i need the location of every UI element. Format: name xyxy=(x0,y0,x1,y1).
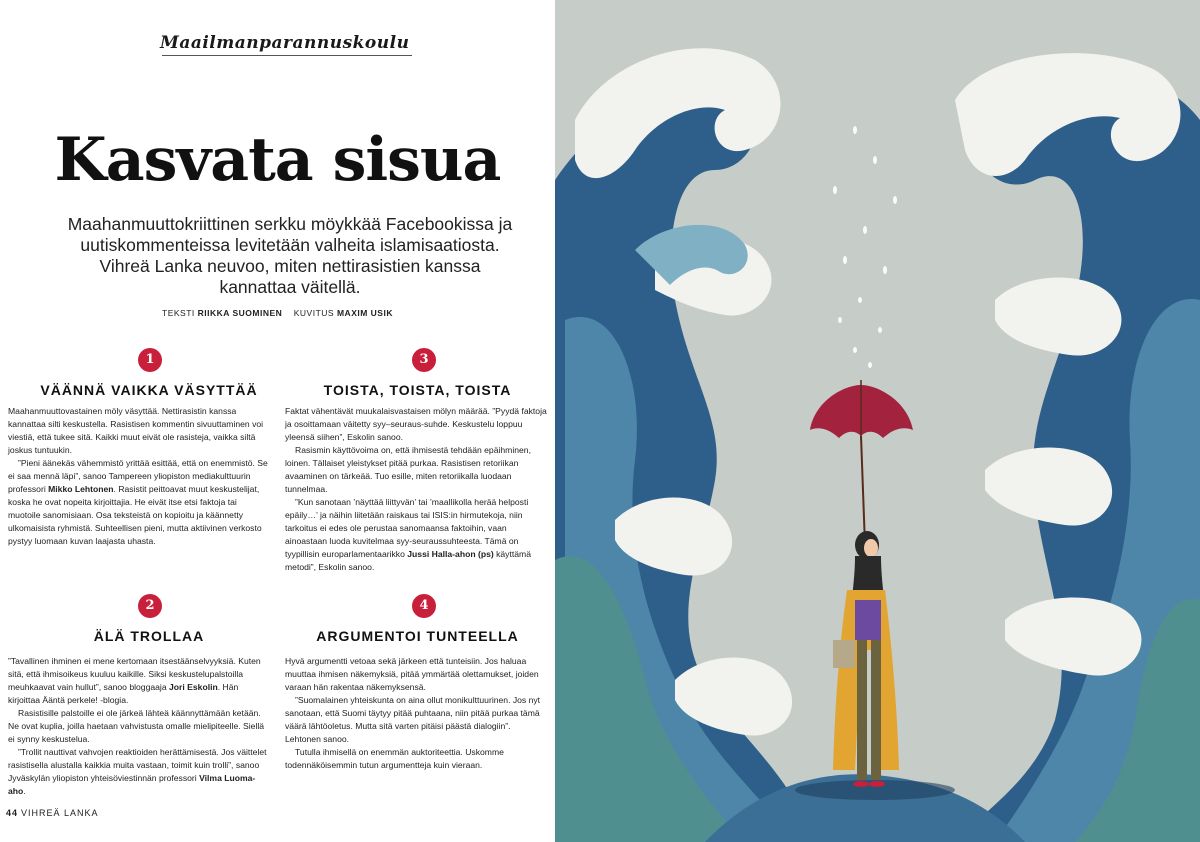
paragraph-text: . Rasistit peittoavat muut keskustelijat, koska he ovat nopeita kirjoittajia. He eivät itse etsi faktoja tai muotoile sanomisiaan. Osa teksteistä on kopioitu ja käännetty ulkomaisista ryhmistä. Suhteellisen pieni, mutta aktiivinen verkosto pystyy luomaan kuvan laajasta uhasta. xyxy=(8,484,262,546)
section-title: VÄÄNNÄ VAIKKA VÄSYTTÄÄ xyxy=(40,382,258,398)
credit-illustration-author: MAXIM USIK xyxy=(336,308,393,318)
paragraph-text: Faktat vähentävät muukalaisvastaisen mölyn määrää. ”Pyydä faktoja ja osoittamaan väitetty syy–seuraus-suhde. Keskustelu loppuu yleensä siihen”, Eskolin sanoo. xyxy=(285,406,547,442)
section-number-badge: 1 xyxy=(138,348,162,372)
quoted-person-name: Mikko Lehtonen xyxy=(48,484,114,494)
section-title: ARGUMENTOI TUNTEELLA xyxy=(316,628,519,644)
paragraph-text: . xyxy=(23,786,26,796)
body-paragraph xyxy=(285,496,547,574)
section-body xyxy=(285,405,547,574)
body-paragraph xyxy=(8,707,270,746)
paragraph-text: ”Trollit nauttivat vahvojen reaktioiden herättämisestä. Jos väittelet rasistisella alustalla kaikkia muita vastaan, toimit kuin trolli”, sanoo Jyväskylän yliopiston yhteisöviestinnän professori xyxy=(8,747,267,783)
paragraph-text: ”Suomalainen yhteiskunta on aina ollut monikulttuurinen. Jos nyt sanotaan, että Suomi täytyy pitää puhtaana, niin pitää purkaa tämä väärä lähtöoletus. Mutta sitä varten pitäisi päästä dialogiin”. Lehtonen sanoo. xyxy=(285,695,541,744)
credit-text-label: TEKSTI xyxy=(162,308,195,318)
section-number-badge: 3 xyxy=(412,348,436,372)
quoted-person-name: Jori Eskolin xyxy=(169,682,218,692)
article-lead: Maahanmuuttokriittinen serkku möykkää Facebookissa ja uutiskommenteissa levitetään valheita islamisaatiosta. Vihreä Lanka neuvoo, miten nettirasistien kanssa kannattaa väitellä. xyxy=(67,214,513,297)
quoted-person-name: Jussi Halla-ahon (ps) xyxy=(407,549,494,559)
paragraph-text: Maahanmuuttovastainen möly väsyttää. Nettirasistin kanssa kannattaa silti keskustella. Rasistisen kommentin sivuuttaminen voi viestiä, että tukee sitä. Kaikki muut eivät ole rasisteja, vaikka siltä joskus tuntuukin. xyxy=(8,406,264,455)
illustration-page xyxy=(555,0,1200,842)
paragraph-text: Hyvä argumentti vetoaa sekä järkeen että tunteisiin. Jos haluaa muuttaa ihmisen näkemyksiä, pitää ymmärtää olettamukset, joiden varaan hän rakentaa näkemyksensä. xyxy=(285,656,539,692)
page-number: 44 xyxy=(6,808,19,818)
article-page xyxy=(0,0,555,842)
section-kicker: Maailmanparannuskoulu xyxy=(160,33,410,53)
section-body xyxy=(8,405,270,548)
paragraph-text: käyttämä metodi”, Eskolin sanoo. xyxy=(285,549,531,572)
body-paragraph xyxy=(8,405,270,457)
section-body xyxy=(8,655,270,798)
section-title: ÄLÄ TROLLAA xyxy=(93,628,205,644)
credit-text-author: RIIKKA SUOMINEN xyxy=(197,308,283,318)
page-folio xyxy=(6,808,99,818)
magazine-name: VIHREÄ LANKA xyxy=(21,808,99,818)
credit-illustration-label: KUVITUS xyxy=(293,308,335,318)
woman-with-umbrella-in-waves-illustration xyxy=(555,0,1200,842)
body-paragraph xyxy=(285,694,547,746)
section-body xyxy=(285,655,547,772)
quoted-person-name: Vilma Luoma-aho xyxy=(8,773,256,796)
body-paragraph xyxy=(285,655,547,694)
paragraph-text: Rasistisille palstoille ei ole järkeä lähteä käännyttämään ketään. Ne ovat kuplia, joilla haetaan vahvistusta omalle mielipiteelle. Siellä ei synny keskustelua. xyxy=(8,708,265,744)
paragraph-text: Tutulla ihmisellä on enemmän auktoriteettia. Uskomme todennäköisemmin tutun argumentteja kuin vieraan. xyxy=(285,747,504,770)
section-number-badge: 2 xyxy=(138,594,162,618)
kicker-underline xyxy=(162,55,412,56)
body-paragraph xyxy=(285,444,547,496)
paragraph-text: ”Tavallinen ihminen ei mene kertomaan itsestäänselvyyksiä. Kuten sitä, että ihmisoikeus kuuluu kaikille. Siksi keskustelupalstoilla meuhkaavat vain hullut”, sanoo bloggaaja xyxy=(8,656,261,692)
section-number-badge: 4 xyxy=(412,594,436,618)
body-paragraph xyxy=(8,655,270,707)
article-headline: Kasvata sisua xyxy=(54,125,501,195)
paragraph-text: Rasismin käyttövoima on, että ihmisestä tehdään epäihminen, loinen. Tällaiset yleistykset pitää purkaa. Rasistisen retoriikan avaaminen on tärkeää. Tuo esille, miten retoriikalla luodaan tunnelmaa. xyxy=(285,445,531,494)
body-paragraph xyxy=(285,746,547,772)
body-paragraph xyxy=(285,405,547,444)
paragraph-text: ”Kun sanotaan ’näyttää liittyvän’ tai ’maallikolla herää helposti epäily…’ ja näihin liitetään raiskaus tai ISIS:in hirmutekoja, niin tarkoitus ei edes ole perustaa sanomaansa faktoihin, vaan ainoastaan luoda kuvitelmaa syy-seuraussuhteesta. Tämä on tyypillisin europarlamentaarikko xyxy=(285,497,529,559)
section-title: TOISTA, TOISTA, TOISTA xyxy=(323,382,512,398)
paragraph-text: . Hän kirjoittaa Ääntä perkele! -blogia. xyxy=(8,682,239,705)
paragraph-text: ”Pieni äänekäs vähemmistö yrittää esittää, että on enemmistö. Se ei saa mennä läpi”, sanoo Tampereen yliopiston mediakulttuurin professori xyxy=(8,458,268,494)
article-credits xyxy=(0,308,555,318)
body-paragraph xyxy=(8,457,270,548)
body-paragraph xyxy=(8,746,270,798)
